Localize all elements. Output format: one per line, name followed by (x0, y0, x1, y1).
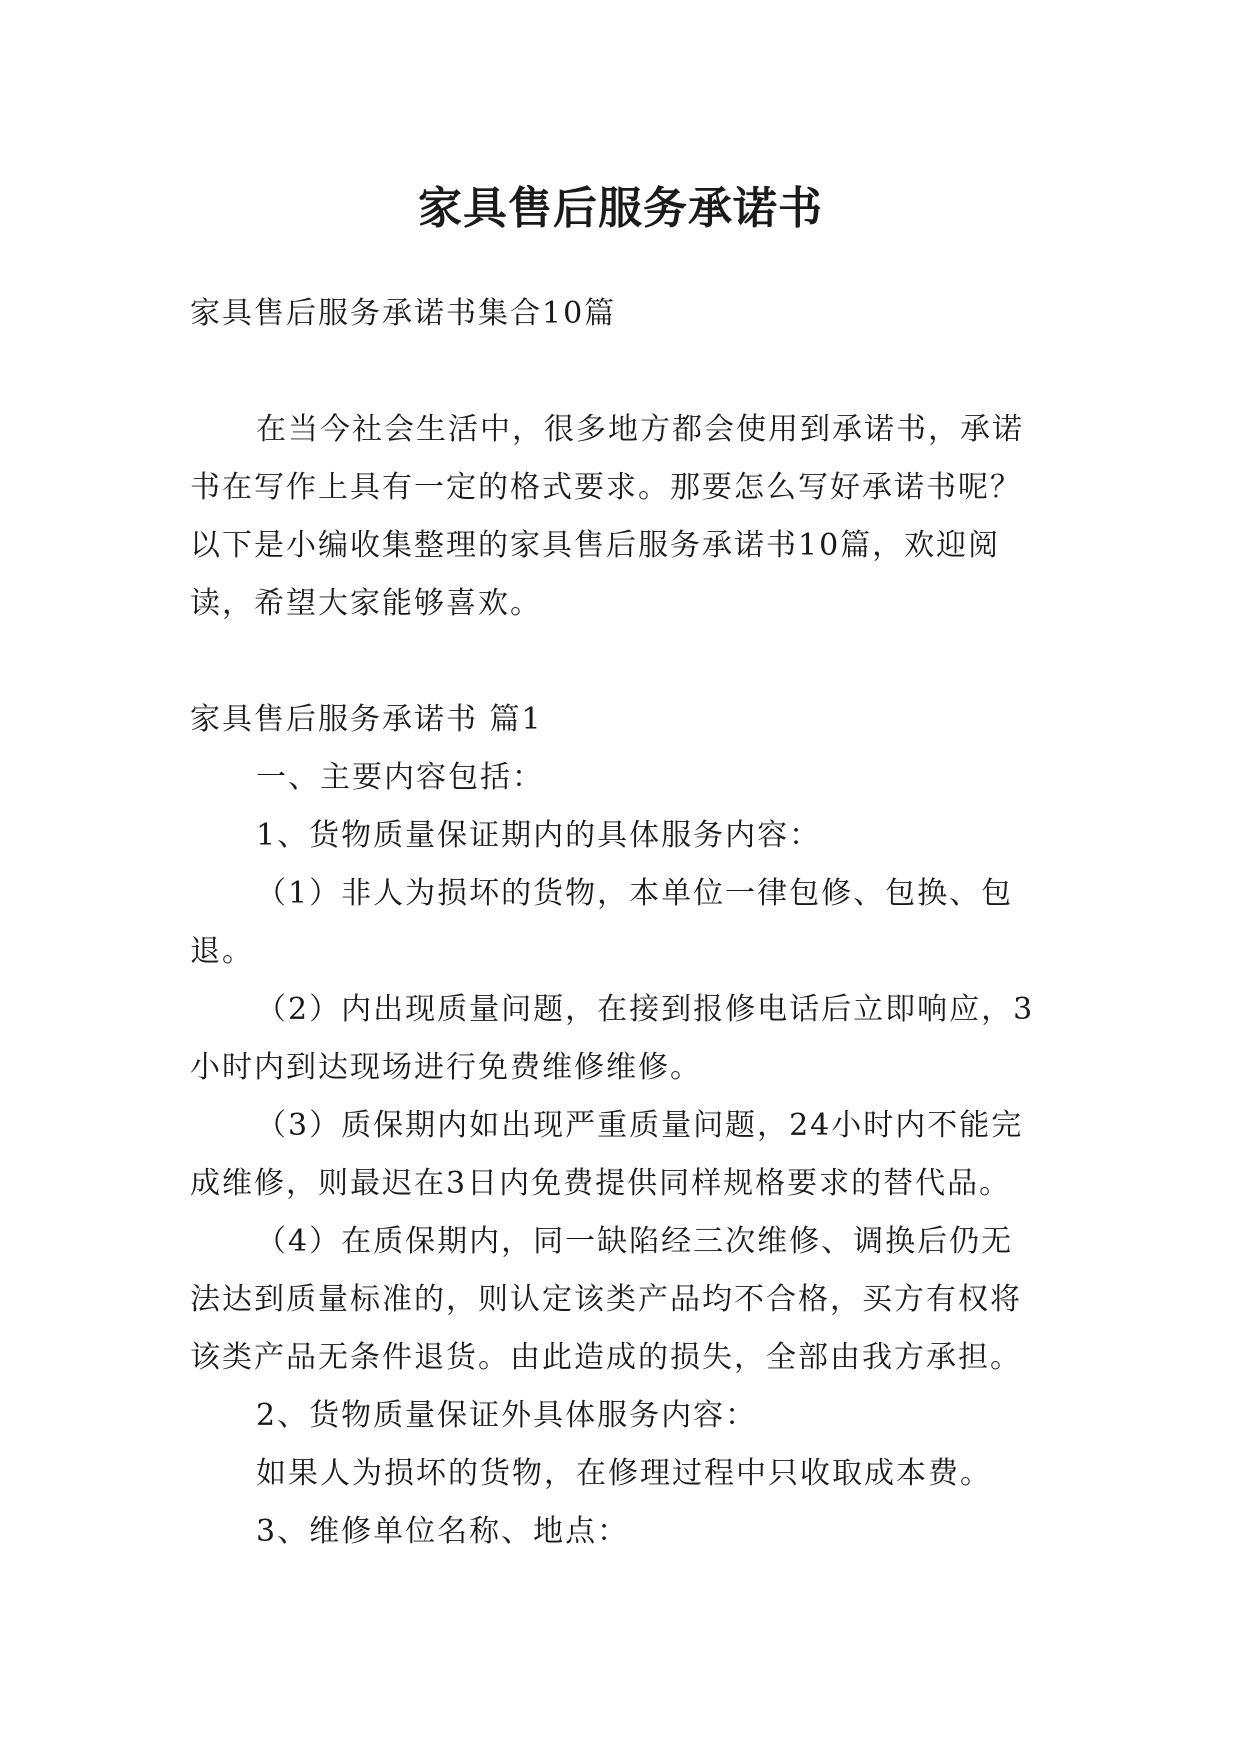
intro-line: 书在写作上具有一定的格式要求。那要怎么写好承诺书呢？ (190, 470, 1022, 505)
body-line: 法达到质量标准的，则认定该类产品均不合格，买方有权将 (190, 1282, 1022, 1317)
section-heading: 家具售后服务承诺书 篇1 (190, 702, 543, 737)
body-line: 1、货物质量保证期内的具体服务内容： (256, 818, 822, 853)
body-line: 一、主要内容包括： (256, 760, 544, 795)
body-line: 2、货物质量保证外具体服务内容： (256, 1398, 758, 1433)
document-title: 家具售后服务承诺书 (418, 183, 823, 235)
body-line: 3、维修单位名称、地点： (256, 1514, 630, 1549)
body-line: （4）在质保期内，同一缺陷经三次维修、调换后仍无 (256, 1224, 1014, 1259)
body-line: 该类产品无条件退货。由此造成的损失，全部由我方承担。 (190, 1340, 1022, 1375)
body-line: （1）非人为损坏的货物，本单位一律包修、包换、包 (256, 876, 1014, 911)
body-line: 如果人为损坏的货物，在修理过程中只收取成本费。 (256, 1456, 992, 1491)
intro-line: 在当今社会生活中，很多地方都会使用到承诺书，承诺 (256, 412, 1024, 447)
intro-line: 以下是小编收集整理的家具售后服务承诺书10篇，欢迎阅 (190, 528, 1001, 563)
body-line: 成维修，则最迟在3日内免费提供同样规格要求的替代品。 (190, 1166, 1012, 1201)
body-line: 退。 (190, 934, 254, 969)
intro-line: 读，希望大家能够喜欢。 (190, 586, 542, 621)
body-line: （2）内出现质量问题，在接到报修电话后立即响应，3 (256, 992, 1035, 1027)
body-line: （3）质保期内如出现严重质量问题，24小时内不能完 (256, 1108, 1024, 1143)
collection-subtitle: 家具售后服务承诺书集合10篇 (190, 296, 617, 331)
body-line: 小时内到达现场进行免费维修维修。 (190, 1050, 702, 1085)
